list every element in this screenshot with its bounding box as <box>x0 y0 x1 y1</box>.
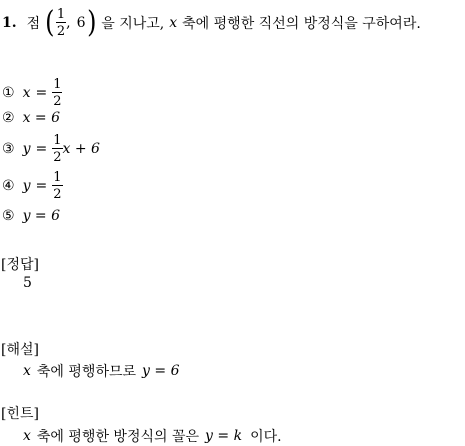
choice-1-mark: ① <box>2 85 15 101</box>
question-suffix-a: 을 지나고, <box>101 16 165 32</box>
choice-1[interactable] <box>2 78 62 108</box>
choice-4[interactable] <box>2 170 63 202</box>
choice-4-lhs: y <box>22 178 31 194</box>
hint-var: x <box>23 428 31 444</box>
choice-4-den: 2 <box>53 187 62 202</box>
choice-3-eq: = <box>35 141 48 157</box>
right-paren: ) <box>86 5 97 40</box>
question-line <box>2 3 421 43</box>
explanation-result: y = 6 <box>142 363 180 379</box>
choice-3-mark: ③ <box>2 141 15 157</box>
hint-text-b: 이다. <box>250 429 282 445</box>
choice-4-num: 1 <box>53 170 62 185</box>
choice-3-den: 2 <box>53 150 62 165</box>
choice-3-lhs: y <box>22 141 31 157</box>
choice-3[interactable] <box>2 133 100 165</box>
question-prefix: 점 <box>26 16 41 32</box>
point-x-numerator: 1 <box>56 7 66 22</box>
choice-4-fraction <box>52 171 62 201</box>
choice-1-fraction <box>52 78 62 108</box>
choice-4-eq: = <box>35 178 48 194</box>
choice-3-tail: x + 6 <box>62 141 100 157</box>
choice-1-den: 2 <box>53 94 62 109</box>
point-x-denominator: 2 <box>56 24 66 39</box>
question-axis-var: x <box>169 15 178 31</box>
choice-4-mark: ④ <box>2 178 15 194</box>
hint-result: y = k <box>205 428 243 444</box>
point-x-fraction <box>56 8 66 38</box>
explanation-label: [해설] <box>1 342 39 358</box>
answer-label: [정답] <box>1 257 39 273</box>
point-y: 6 <box>76 15 86 31</box>
choice-1-num: 1 <box>53 77 62 92</box>
explanation-line <box>23 361 179 381</box>
question-suffix-b: 축에 평행한 직선의 방정식을 구하여라. <box>182 16 421 32</box>
choice-5[interactable] <box>2 207 60 225</box>
choice-5-text: y = 6 <box>22 208 61 224</box>
choice-3-fraction <box>52 134 62 164</box>
choice-3-num: 1 <box>53 133 62 148</box>
answer-value: 5 <box>23 275 32 291</box>
choice-1-eq: = <box>35 85 48 101</box>
hint-label: [힌트] <box>1 406 39 422</box>
choice-2-text: x = 6 <box>22 110 60 126</box>
choice-1-lhs: x <box>22 85 31 101</box>
left-paren: ( <box>45 5 55 40</box>
hint-line <box>23 426 282 446</box>
point-separator: , <box>66 15 71 31</box>
explanation-var: x <box>23 363 31 379</box>
choice-2-mark: ② <box>2 110 15 126</box>
choice-2[interactable] <box>2 109 60 127</box>
question-number: 1. <box>2 15 17 31</box>
choice-5-mark: ⑤ <box>2 208 15 224</box>
explanation-text: 축에 평행하므로 <box>36 364 137 380</box>
hint-text-a: 축에 평행한 방정식의 꼴은 <box>36 429 200 445</box>
